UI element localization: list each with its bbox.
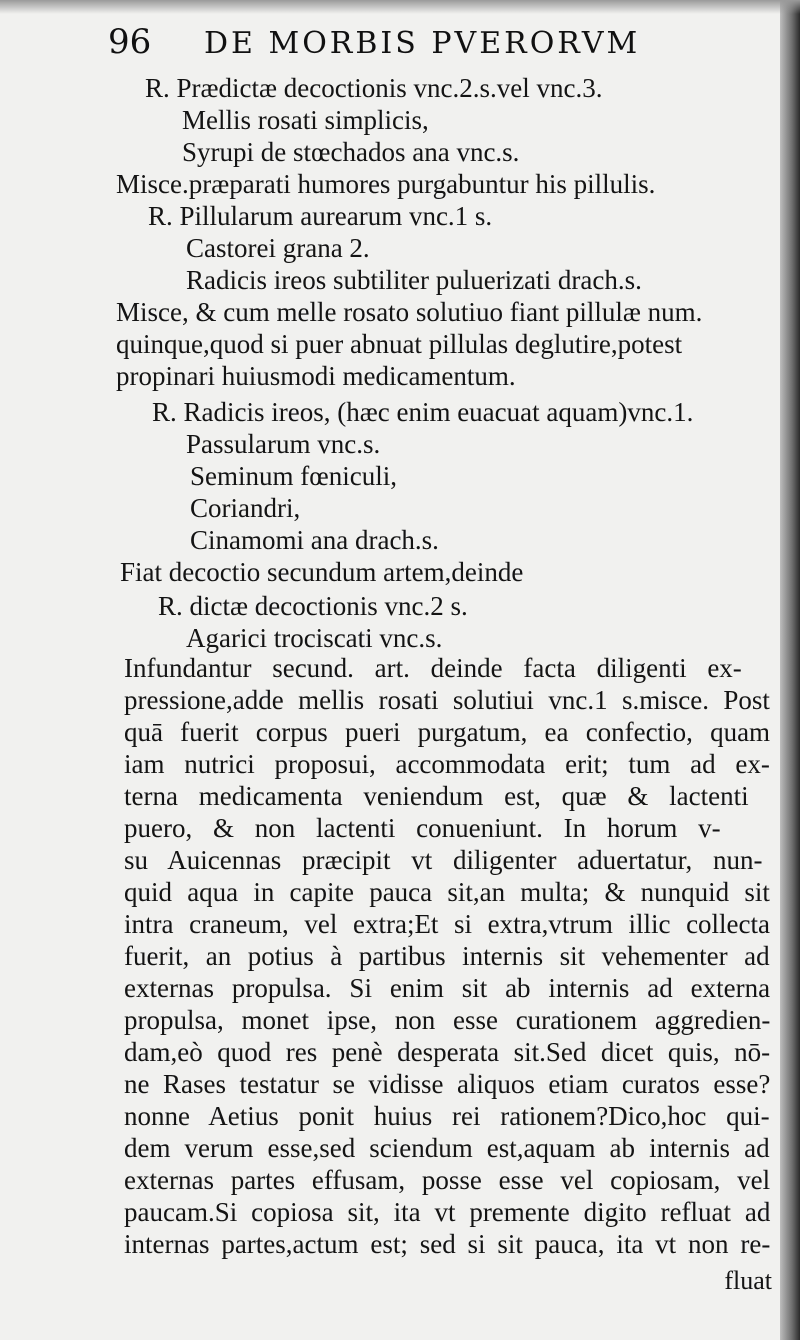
page-edge-shadow — [780, 0, 800, 1340]
text-line: dam,eò quod res penè desperata sit.Sed dicet quis, nō- — [124, 1037, 771, 1067]
text-line: externas partes effusam, posse esse vel copiosam, vel — [124, 1165, 771, 1195]
text-line: Mellis rosati simplicis, — [182, 105, 429, 135]
text-line: Cinamomi ana drach.s. — [190, 525, 439, 555]
text-line: nonne Aetius ponit huius rei rationem?Dico,hoc qui- — [124, 1101, 770, 1131]
text-line: terna medicamenta veniendum est, quæ & lactenti — [124, 781, 749, 811]
text-line: Misce, & cum melle rosato solutiuo fiant pillulæ num. — [116, 297, 703, 327]
text-line: pressione,adde mellis rosati solutiui vnc.1 s.misce. Post — [124, 685, 770, 715]
text-line: puero, & non lactenti conueniunt. In horum v- — [124, 813, 721, 843]
text-line: su Auicennas præcipit vt diligenter aduertatur, nun- — [124, 845, 763, 875]
text-line: quā fuerit corpus pueri purgatum, ea confectio, quam — [124, 717, 771, 747]
text-line: internas partes,actum est; sed si sit pauca, ita vt non re- — [124, 1229, 771, 1259]
text-line: intra craneum, vel extra;Et si extra,vtrum illic collecta — [124, 909, 771, 939]
text-line: fuerit, an potius à partibus internis sit vehementer ad — [124, 941, 770, 971]
text-line: Misce.præparati humores purgabuntur his pillulis. — [116, 169, 656, 199]
text-line: Radicis ireos subtiliter puluerizati drach.s. — [186, 265, 642, 295]
page-top-shadow — [0, 0, 800, 14]
catchword: fluat — [724, 1266, 772, 1295]
text-line: Coriandri, — [190, 493, 301, 523]
text-line: iam nutrici proposui, accommodata erit; tum ad ex- — [124, 749, 770, 779]
running-head: DE MORBIS PVERORVM — [204, 26, 641, 61]
page-number: 96 — [108, 22, 152, 62]
text-line: R. Prædictæ decoctionis vnc.2.s.vel vnc.3. — [145, 73, 603, 103]
text-line: Agarici trociscati vnc.s. — [186, 623, 443, 653]
text-line: quinque,quod si puer abnuat pillulas deglutire,potest — [116, 329, 683, 359]
text-line: R. Pillularum aurearum vnc.1 s. — [148, 201, 493, 231]
text-line: Fiat decoctio secundum artem,deinde — [120, 557, 524, 587]
text-line: paucam.Si copiosa sit, ita vt premente digito refluat ad — [124, 1197, 771, 1227]
text-line: dem verum esse,sed sciendum est,aquam ab internis ad — [124, 1133, 770, 1163]
text-line: propulsa, monet ipse, non esse curationem aggredien- — [124, 1005, 771, 1035]
page-header — [108, 18, 708, 68]
text-line: ne Rases testatur se vidisse aliquos etiam curatos esse? — [124, 1069, 771, 1099]
text-line: Infundantur secund. art. deinde facta diligenti ex- — [124, 653, 742, 683]
text-line: R. Radicis ireos, (hæc enim euacuat aquam)vnc.1. — [152, 397, 694, 427]
text-line: Seminum fœniculi, — [190, 461, 397, 491]
text-line: Syrupi de stœchados ana vnc.s. — [182, 137, 520, 167]
text-line: externas propulsa. Si enim sit ab internis ad externa — [124, 973, 771, 1003]
text-line: Castorei grana 2. — [186, 233, 370, 263]
text-line: propinari huiusmodi medicamentum. — [116, 361, 516, 391]
text-line: R. dictæ decoctionis vnc.2 s. — [158, 591, 468, 621]
text-line: quid aqua in capite pauca sit,an multa; & nunquid sit — [124, 877, 770, 907]
text-line: Passularum vnc.s. — [186, 429, 381, 459]
